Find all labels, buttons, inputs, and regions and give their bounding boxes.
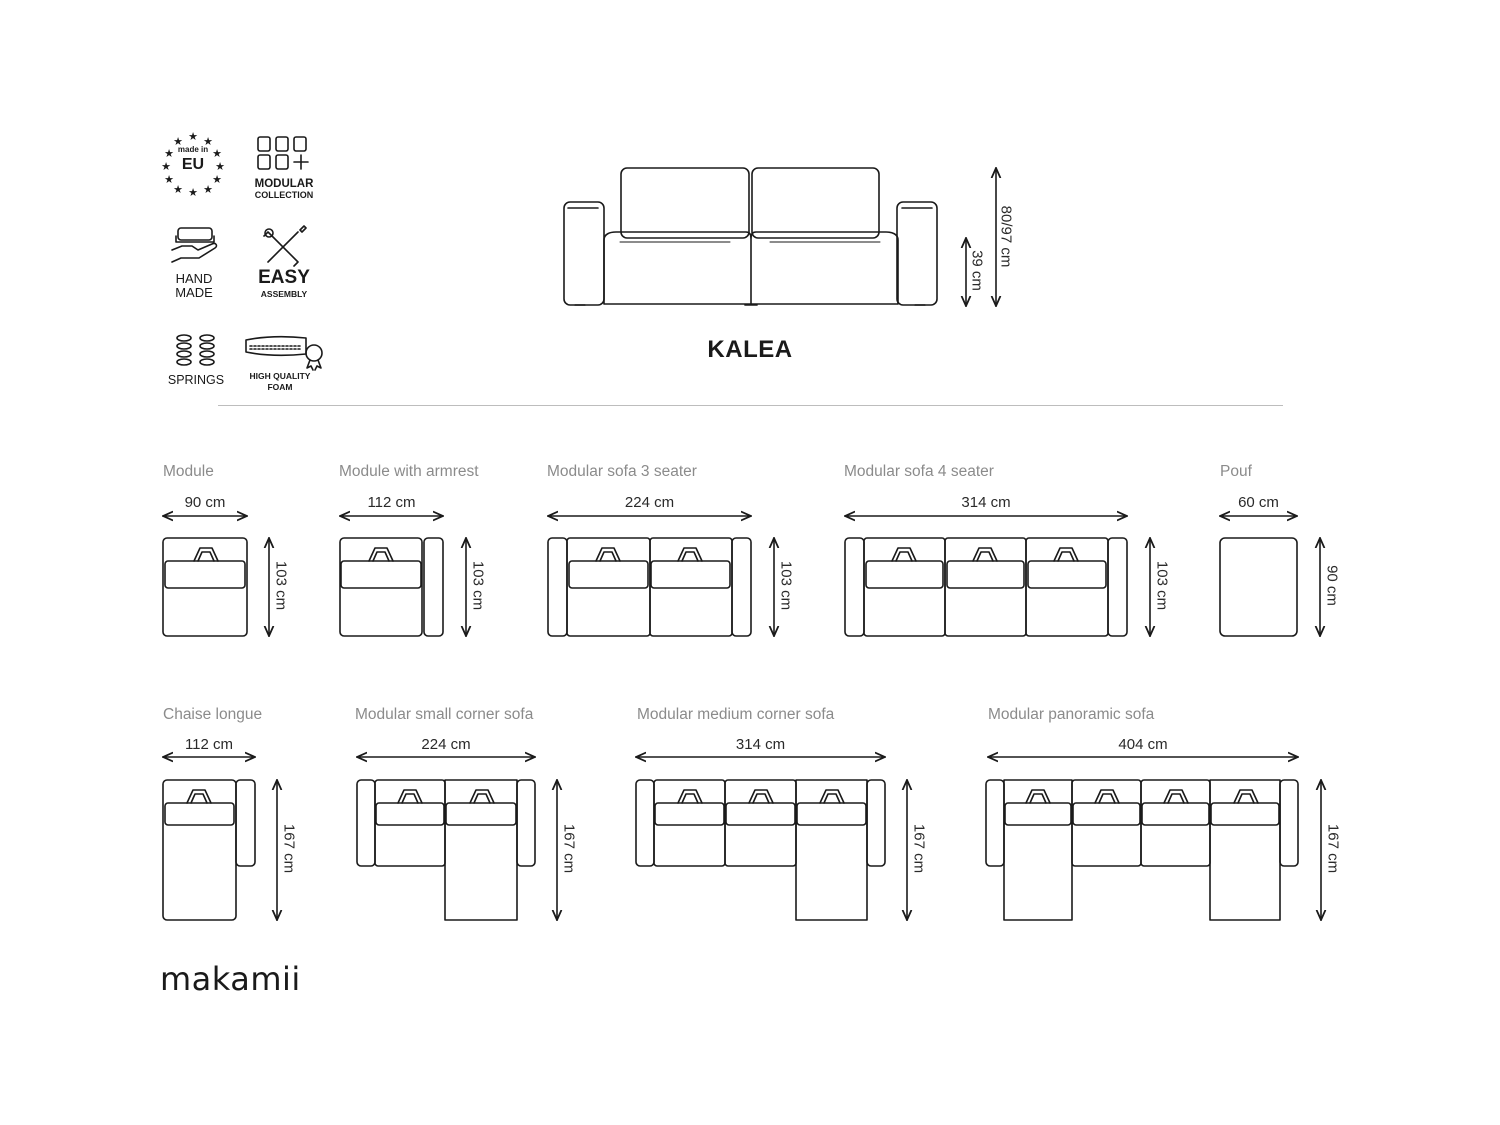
svg-text:★: ★ <box>215 161 225 173</box>
svg-text:★: ★ <box>173 136 183 148</box>
sofa-4-depth: 103 cm <box>1153 560 1171 611</box>
module-title: Module <box>163 463 214 480</box>
module-width: 90 cm <box>184 494 226 511</box>
collection-label: COLLECTION <box>254 190 314 200</box>
sofa-4-width: 314 cm <box>961 494 1011 511</box>
chaise-longue-plan <box>163 780 255 920</box>
foam-label: FOAM <box>267 382 293 392</box>
module-armrest-plan <box>340 538 443 636</box>
tools-icon <box>264 226 306 266</box>
made-in-label: made in <box>177 145 209 154</box>
panoramic-depth: 167 cm <box>1324 823 1342 874</box>
module-plan <box>163 538 247 636</box>
svg-text:★: ★ <box>188 131 198 143</box>
module-depth: 103 cm <box>272 560 290 611</box>
pouf-plan <box>1220 538 1297 636</box>
sofa-3-width: 224 cm <box>624 494 675 511</box>
high-quality-label: HIGH QUALITY <box>249 371 311 381</box>
panoramic-width: 404 cm <box>1118 736 1168 753</box>
svg-text:★: ★ <box>173 184 183 196</box>
easy-label: EASY <box>258 267 310 288</box>
modular-label: MODULAR <box>254 178 314 190</box>
pouf-depth: 90 cm <box>1323 565 1341 606</box>
pouf-width: 60 cm <box>1238 494 1279 511</box>
svg-text:★: ★ <box>212 148 222 160</box>
svg-text:★: ★ <box>203 136 213 148</box>
svg-text:★: ★ <box>161 161 171 173</box>
small-corner-depth: 167 cm <box>560 823 578 874</box>
sofa-4-title: Modular sofa 4 seater <box>844 463 994 480</box>
chaise-title: Chaise longue <box>163 706 263 723</box>
medium-corner-depth: 167 cm <box>910 823 928 874</box>
springs-icon <box>177 335 214 365</box>
panoramic-sofa-plan <box>986 780 1298 920</box>
brand-logo: makamii <box>160 960 301 998</box>
pouf-title: Pouf <box>1220 463 1252 480</box>
hand-sofa-icon <box>172 228 216 262</box>
svg-text:★: ★ <box>212 174 222 186</box>
chaise-width: 112 cm <box>184 736 234 753</box>
medium-corner-sofa-plan <box>636 780 885 920</box>
foam-medal-icon <box>246 337 322 370</box>
sofa-3-title: Modular sofa 3 seater <box>547 463 697 480</box>
modular-squares-icon <box>258 137 308 169</box>
eu-label: EU <box>181 156 205 173</box>
module-armrest-title: Module with armrest <box>339 463 479 480</box>
seat-height-label: 39 cm <box>968 250 986 291</box>
product-name: KALEA <box>707 336 793 363</box>
medium-corner-width: 314 cm <box>735 736 786 753</box>
chaise-depth: 167 cm <box>280 823 298 874</box>
section-divider <box>218 405 1283 406</box>
hand-label: HAND <box>175 271 213 286</box>
small-corner-title: Modular small corner sofa <box>355 706 534 723</box>
module-armrest-depth: 103 cm <box>469 560 487 611</box>
sofa-3-seater-plan <box>548 538 751 636</box>
svg-text:★: ★ <box>203 184 213 196</box>
panoramic-title: Modular panoramic sofa <box>988 706 1155 723</box>
kalea-front-view <box>564 168 937 305</box>
svg-text:★: ★ <box>164 148 174 160</box>
svg-text:★: ★ <box>188 187 198 199</box>
sofa-4-seater-plan <box>845 538 1127 636</box>
small-corner-width: 224 cm <box>421 736 471 753</box>
springs-label: SPRINGS <box>167 373 225 387</box>
sofa-3-depth: 103 cm <box>777 560 795 611</box>
medium-corner-title: Modular medium corner sofa <box>637 706 835 723</box>
made-label: MADE <box>175 285 213 300</box>
svg-text:★: ★ <box>164 174 174 186</box>
assembly-label: ASSEMBLY <box>260 289 308 299</box>
height-total-label: 80/97 cm <box>997 205 1015 268</box>
module-armrest-width: 112 cm <box>367 494 416 511</box>
small-corner-sofa-plan <box>357 780 535 920</box>
